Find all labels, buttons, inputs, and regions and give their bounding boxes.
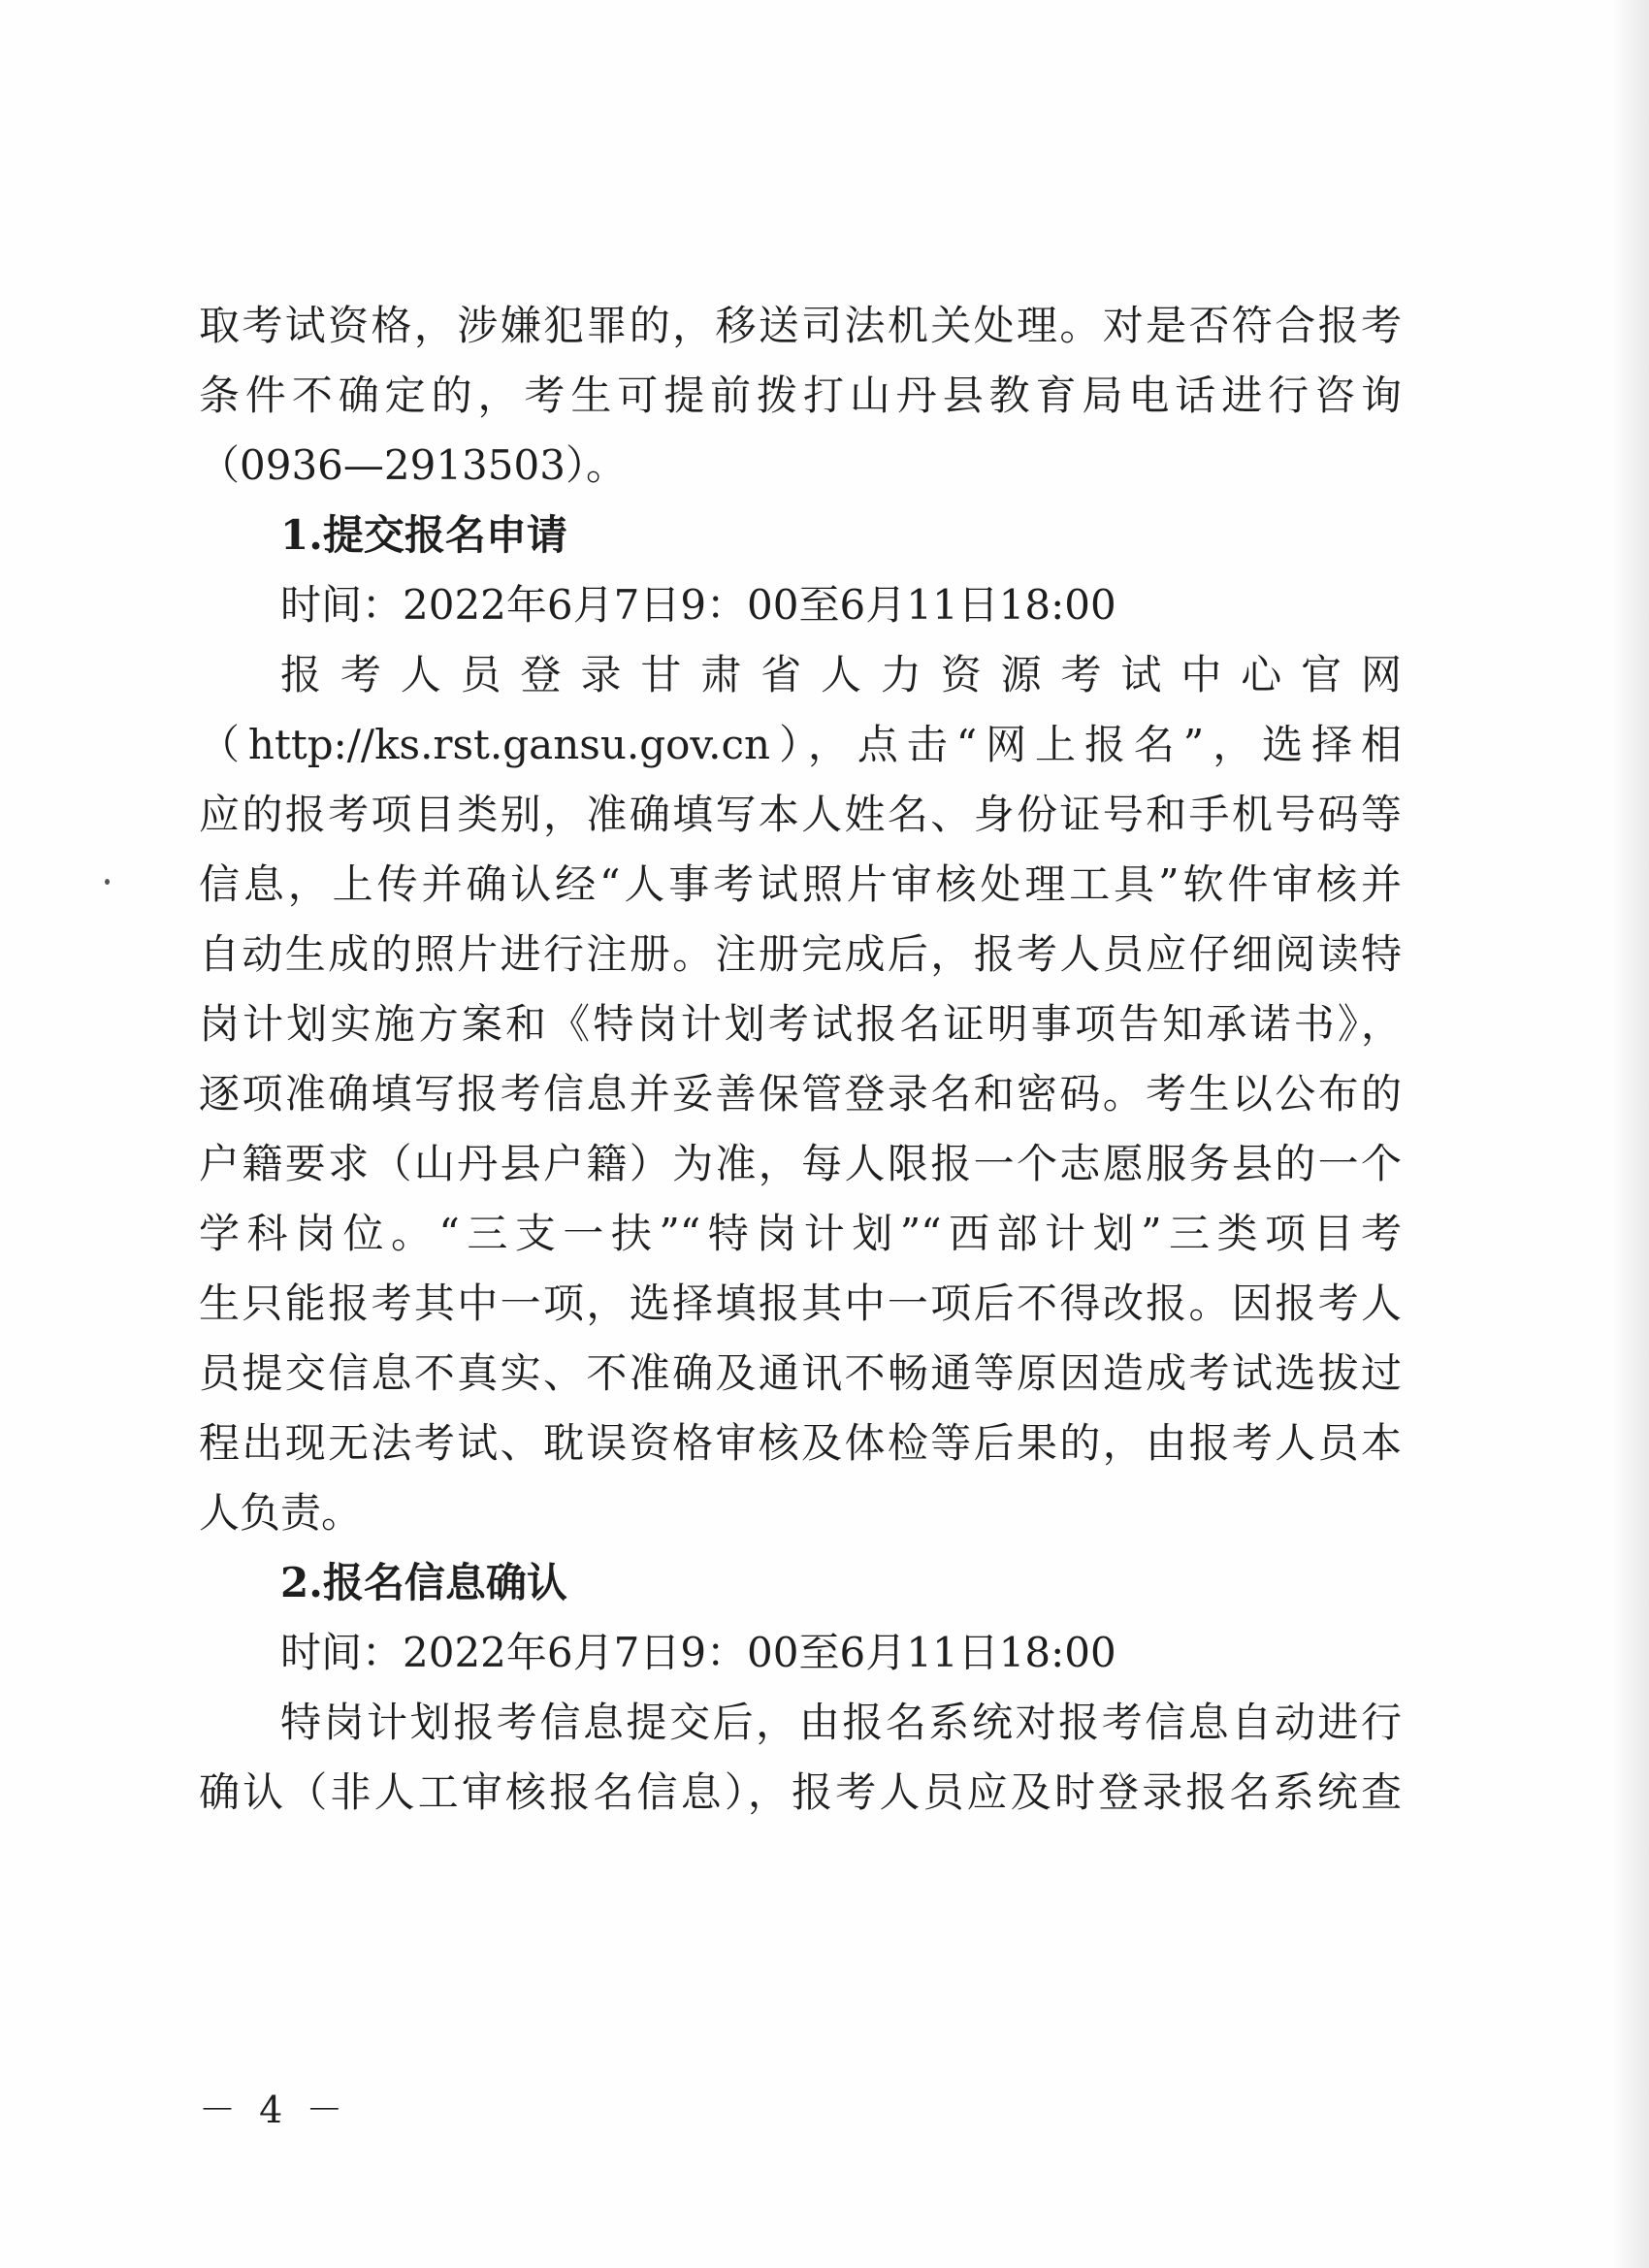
- text-line: 生只能报考其中一项，选择填报其中一项后不得改报。因报考人: [199, 1280, 1402, 1327]
- scan-speck: [105, 879, 110, 885]
- text-line: 确认（非人工审核报名信息），报考人员应及时登录报名系统查: [199, 1768, 1402, 1816]
- document-body: [199, 291, 1402, 1828]
- scan-edge: [1610, 0, 1649, 2268]
- text-line: 岗计划实施方案和《特岗计划考试报名证明事项告知承诺书》，: [199, 1000, 1402, 1048]
- section-heading: 2.报名信息确认: [280, 1559, 567, 1606]
- text-line: 员提交信息不真实、不准确及通讯不畅通等原因造成考试选拔过: [199, 1349, 1402, 1397]
- text-line: 逐项准确填写报考信息并妥善保管登录名和密码。考生以公布的: [199, 1070, 1402, 1118]
- text-line: 信息，上传并确认经“人事考试照片审核处理工具”软件审核并: [199, 860, 1402, 908]
- section-heading: 1.提交报名申请: [280, 511, 567, 559]
- text-line: 人负责。: [199, 1489, 363, 1537]
- page-number: － 4 －: [199, 2089, 349, 2131]
- text-line: 报考人员登录甘肃省人力资源考试中心官网: [280, 651, 1402, 698]
- text-line: 条件不确定的，考生可提前拨打山丹县教育局电话进行咨询: [199, 372, 1402, 419]
- text-line: 学科岗位。“三支一扶”“特岗计划”“西部计划”三类项目考: [199, 1210, 1402, 1257]
- text-line: 程出现无法考试、耽误资格审核及体检等后果的，由报考人员本: [199, 1419, 1402, 1467]
- text-line: 自动生成的照片进行注册。注册完成后，报考人员应仔细阅读特: [199, 930, 1402, 978]
- text-line: 户籍要求（山丹县户籍）为准，每人限报一个志愿服务县的一个: [199, 1140, 1402, 1187]
- text-line: （http://ks.rst.gansu.gov.cn），点击“网上报名”，选择相: [199, 721, 1402, 768]
- text-line: 特岗计划报考信息提交后，由报名系统对报考信息自动进行: [280, 1699, 1402, 1746]
- text-line: 时间：2022年6月7日9：00至6月11日18:00: [280, 581, 1116, 629]
- text-line: （0936—2913503）。: [199, 441, 627, 489]
- text-line: 时间：2022年6月7日9：00至6月11日18:00: [280, 1629, 1116, 1676]
- text-line: 取考试资格，涉嫌犯罪的，移送司法机关处理。对是否符合报考: [199, 302, 1402, 349]
- text-line: 应的报考项目类别，准确填写本人姓名、身份证号和手机号码等: [199, 791, 1402, 838]
